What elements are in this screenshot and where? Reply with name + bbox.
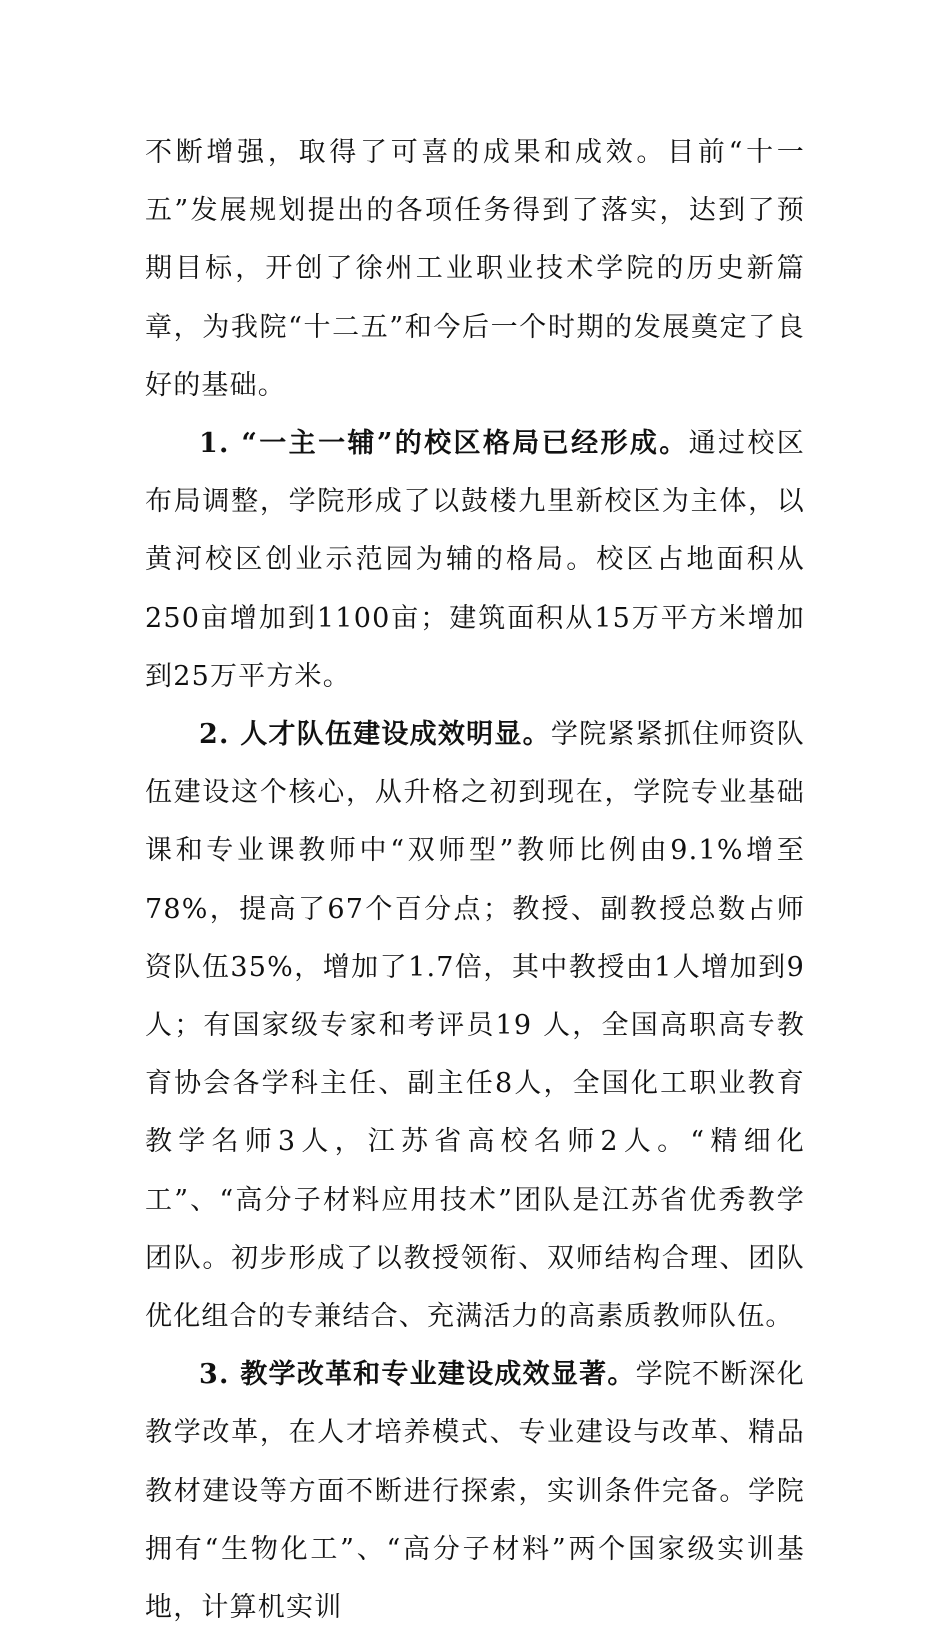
paragraph-talent-team: [145, 706, 805, 1346]
paragraph-continuation: [145, 124, 805, 415]
paragraph-text: 不断增强，取得了可喜的成果和成效。目前“十一五”发展规划提出的各项任务得到了落实，达到了预期目标，开创了徐州工业职业技术学院的历史新篇章，为我院“十二五”和今后一个时期的发展奠定了良好的基础。: [145, 137, 805, 401]
paragraph-heading: 2. 人才队伍建设成效明显。: [199, 719, 551, 751]
paragraph-text: 通过校区布局调整，学院形成了以鼓楼九里新校区为主体，以黄河校区创业示范园为辅的格局。校区占地面积从250亩增加到1100亩；建筑面积从15万平方米增加到25万平方米。: [145, 428, 805, 692]
paragraph-text: 学院不断深化教学改革，在人才培养模式、专业建设与改革、精品教材建设等方面不断进行探索，实训条件完备。学院拥有“生物化工”、“高分子材料”两个国家级实训基地，计算机实训: [145, 1359, 805, 1624]
paragraph-text: 学院紧紧抓住师资队伍建设这个核心，从升格之初到现在，学院专业基础课和专业课教师中“双师型”教师比例由9.1%增至78%，提高了67个百分点；教授、副教授总数占师资队伍35%，增加了1.7倍，其中教授由1人增加到9人；有国家级专家和考评员19 人，全国高职高专教育协会各学科主任、副主任8人，全国化工职业教育教学名师3人，江苏省高校名师2人。“精细化工”、“高分子材料应用技术”团队是江苏省优秀教学团队。初步形成了以教授领衔、双师结构合理、团队优化组合的专兼结合、充满活力的高素质教师队伍。: [145, 719, 805, 1333]
paragraph-heading: 3. 教学改革和专业建设成效显著。: [199, 1359, 636, 1391]
paragraph-heading: 1. “一主一辅”的校区格局已经形成。: [199, 428, 689, 460]
paragraph-campus-layout: [145, 415, 805, 706]
document-body: [145, 124, 805, 1637]
paragraph-teaching-reform: [145, 1346, 805, 1637]
